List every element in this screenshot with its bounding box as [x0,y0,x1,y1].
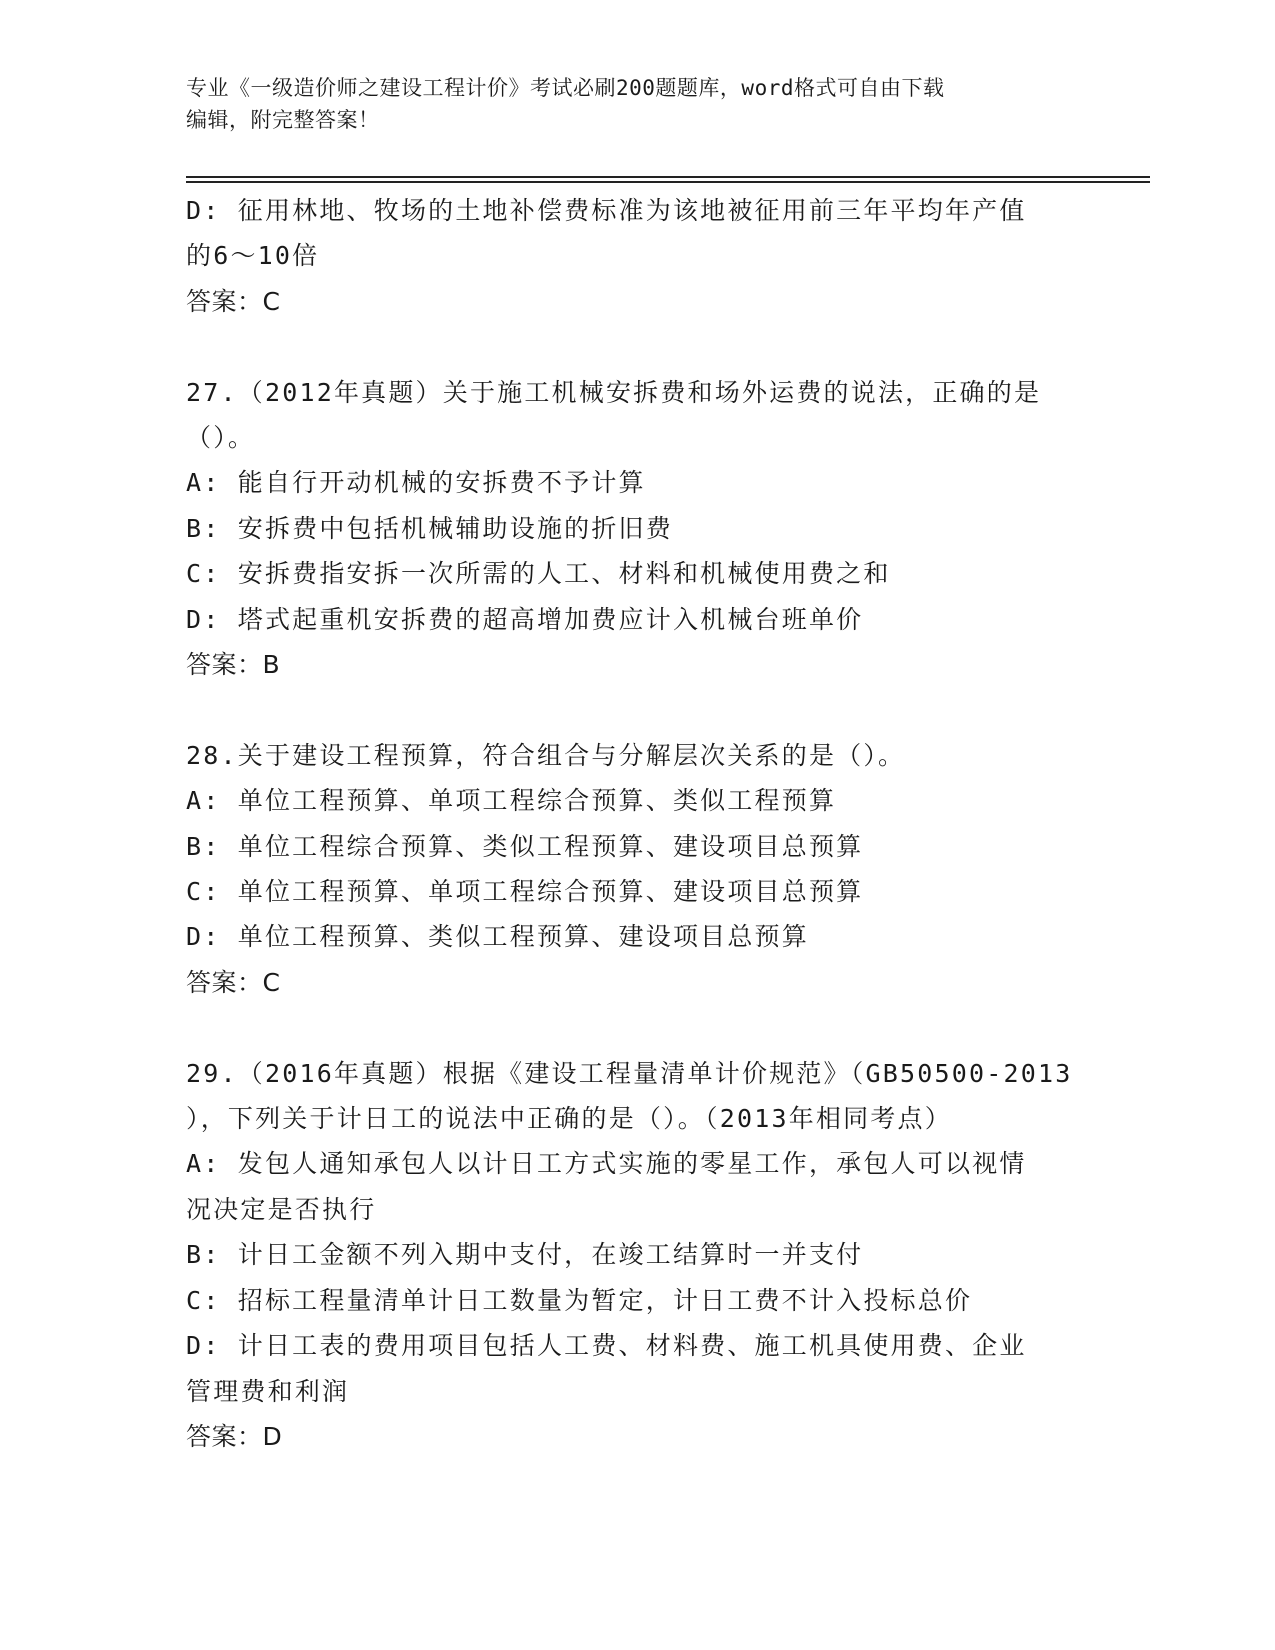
option-d: D: 单位工程预算、类似工程预算、建设项目总预算 [186,922,809,952]
header-divider [186,176,1150,178]
option-d-continued: 的6～10倍 [186,241,320,271]
question-stem: 27.（2012年真题）关于施工机械安拆费和场外运费的说法，正确的是 [186,377,1042,407]
option-b: B: 计日工金额不列入期中支付，在竣工结算时一并支付 [186,1240,864,1270]
option-d: D: 塔式起重机安拆费的超高增加费应计入机械台班单价 [186,604,864,634]
question-stem: 28.关于建设工程预算，符合组合与分解层次关系的是（）。 [186,740,906,770]
question-stem-continued: ），下列关于计日工的说法中正确的是（）。（2013年相同考点） [186,1104,952,1134]
question-stem: 29.（2016年真题）根据《建设工程量清单计价规范》（GB50500-2013 [186,1058,1073,1088]
option-d: D: 计日工表的费用项目包括人工费、材料费、施工机具使用费、企业 [186,1331,1027,1361]
answer-line: 答案：C [186,286,281,316]
header-line: 专业《一级造价师之建设工程计价》考试必刷200题题库，word格式可自由下载 [186,76,945,100]
answer-line: 答案：B [186,650,281,680]
question-26-tail [186,188,1086,324]
question-27 [186,370,1086,688]
question-29 [186,1051,1086,1460]
spacer [186,324,1086,369]
question-28 [186,733,1086,1005]
answer-line: 答案：D [186,1421,283,1451]
question-content [186,188,1086,1459]
option-a: A: 发包人通知承包人以计日工方式实施的零星工作，承包人可以视情 [186,1149,1027,1179]
option-d: D: 征用林地、牧场的土地补偿费标准为该地被征用前三年平均年产值 [186,196,1027,225]
option-c: C: 单位工程预算、单项工程综合预算、建设项目总预算 [186,877,864,907]
page-header [186,72,1066,136]
question-stem-continued: （）。 [186,423,256,453]
option-c: C: 安拆费指安拆一次所需的人工、材料和机械使用费之和 [186,559,891,589]
option-c: C: 招标工程量清单计日工数量为暂定，计日工费不计入投标总价 [186,1285,973,1315]
option-a: A: 能自行开动机械的安拆费不予计算 [186,468,646,498]
option-b: B: 安拆费中包括机械辅助设施的折旧费 [186,513,673,543]
spacer [186,1005,1086,1050]
option-a-continued: 况决定是否执行 [186,1194,377,1224]
header-divider [186,181,1150,183]
answer-line: 答案：C [186,967,281,997]
option-b: B: 单位工程综合预算、类似工程预算、建设项目总预算 [186,831,864,861]
option-a: A: 单位工程预算、单项工程综合预算、类似工程预算 [186,786,837,816]
spacer [186,687,1086,732]
option-d-continued: 管理费和利润 [186,1376,350,1406]
header-line: 编辑，附完整答案！ [186,108,380,132]
